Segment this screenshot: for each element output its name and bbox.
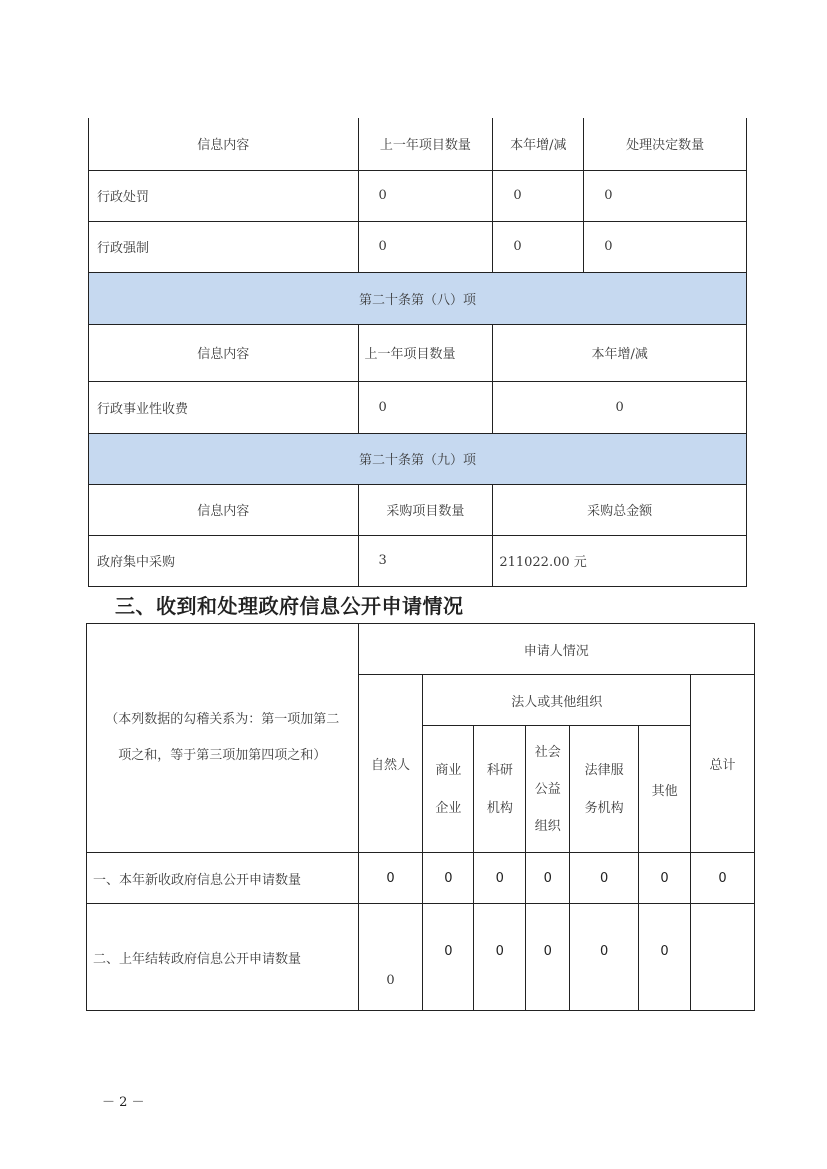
table-row bbox=[87, 853, 755, 904]
sub-label: 科研 bbox=[486, 762, 513, 778]
header-purchase-count: 采购项目数量 bbox=[358, 484, 493, 535]
row-label: 行政处罚 bbox=[89, 170, 359, 221]
header-purchase-amount: 采购总金额 bbox=[493, 484, 747, 535]
cell-prev: 0 bbox=[358, 170, 493, 221]
sub-label: 务机构 bbox=[584, 800, 624, 816]
header-decision-count: 处理决定数量 bbox=[584, 118, 747, 170]
header-info-content: 信息内容 bbox=[89, 324, 359, 381]
row-label: 政府集中采购 bbox=[89, 535, 359, 586]
header-info-content: 信息内容 bbox=[89, 118, 359, 170]
section-header-item8: 第二十条第（八）项 bbox=[89, 272, 747, 324]
sub-label: 机构 bbox=[486, 800, 513, 816]
header-info-content: 信息内容 bbox=[89, 484, 359, 535]
cell-total bbox=[691, 904, 755, 1011]
row-label: 行政事业性收费 bbox=[89, 381, 359, 433]
section-header-item9: 第二十条第（九）项 bbox=[89, 433, 747, 484]
sub-label: 社会 bbox=[534, 744, 561, 760]
table-row bbox=[89, 381, 747, 433]
disclosure-table-upper bbox=[88, 118, 747, 587]
sub-label: 公益 bbox=[534, 781, 561, 797]
sub-label: 组织 bbox=[534, 818, 561, 834]
note-line: （本列数据的勾稽关系为：第一项加第二 bbox=[105, 712, 340, 727]
note-line: 项之和，等于第三项加第四项之和） bbox=[118, 748, 327, 763]
sub-label: 商业 bbox=[435, 762, 462, 778]
cell-decisions: 0 bbox=[584, 221, 747, 272]
row-label: 二、上年结转政府信息公开申请数量 bbox=[87, 904, 359, 1011]
cell-purchase-count: 3 bbox=[358, 535, 493, 586]
total-header: 总计 bbox=[691, 675, 755, 853]
row-label: 一、本年新收政府信息公开申请数量 bbox=[87, 853, 359, 904]
cell-social: 0 bbox=[526, 853, 570, 904]
cell-prev: 0 bbox=[358, 221, 493, 272]
row-label: 行政强制 bbox=[89, 221, 359, 272]
other-header: 其他 bbox=[639, 726, 691, 853]
section-heading: 三、收到和处理政府信息公开申请情况 bbox=[115, 594, 464, 618]
cell-prev: 0 bbox=[358, 381, 493, 433]
cell-purchase-amount: 211022.00 元 bbox=[493, 535, 747, 586]
cell-natural: 0 bbox=[358, 904, 423, 1011]
header-prev-year-count: 上一年项目数量 bbox=[358, 118, 493, 170]
note-cell bbox=[87, 624, 359, 853]
natural-person-header: 自然人 bbox=[358, 675, 423, 853]
header-prev-year-count: 上一年项目数量 bbox=[358, 324, 493, 381]
page-number: － 2 － bbox=[102, 1095, 145, 1110]
cell-natural: 0 bbox=[358, 853, 423, 904]
research-header bbox=[474, 726, 526, 853]
header-change: 本年增/减 bbox=[493, 118, 584, 170]
cell-research: 0 bbox=[474, 904, 526, 1011]
header-change: 本年增/减 bbox=[493, 324, 747, 381]
business-header bbox=[423, 726, 474, 853]
cell-business: 0 bbox=[423, 904, 474, 1011]
legal-service-header bbox=[570, 726, 639, 853]
cell-change: 0 bbox=[493, 221, 584, 272]
cell-legal: 0 bbox=[570, 904, 639, 1011]
cell-other: 0 bbox=[639, 904, 691, 1011]
cell-decisions: 0 bbox=[584, 170, 747, 221]
social-header bbox=[526, 726, 570, 853]
table-row bbox=[89, 221, 747, 272]
legal-org-header: 法人或其他组织 bbox=[423, 675, 691, 726]
table-row bbox=[87, 904, 755, 1011]
cell-other: 0 bbox=[639, 853, 691, 904]
application-table bbox=[86, 623, 755, 1011]
applicant-header: 申请人情况 bbox=[358, 624, 754, 675]
table-row bbox=[89, 535, 747, 586]
cell-change: 0 bbox=[493, 381, 747, 433]
cell-business: 0 bbox=[423, 853, 474, 904]
cell-research: 0 bbox=[474, 853, 526, 904]
cell-change: 0 bbox=[493, 170, 584, 221]
cell-total: 0 bbox=[691, 853, 755, 904]
cell-social: 0 bbox=[526, 904, 570, 1011]
table-row bbox=[89, 170, 747, 221]
sub-label: 法律服 bbox=[584, 762, 624, 778]
cell-legal: 0 bbox=[570, 853, 639, 904]
sub-label: 企业 bbox=[435, 800, 462, 816]
